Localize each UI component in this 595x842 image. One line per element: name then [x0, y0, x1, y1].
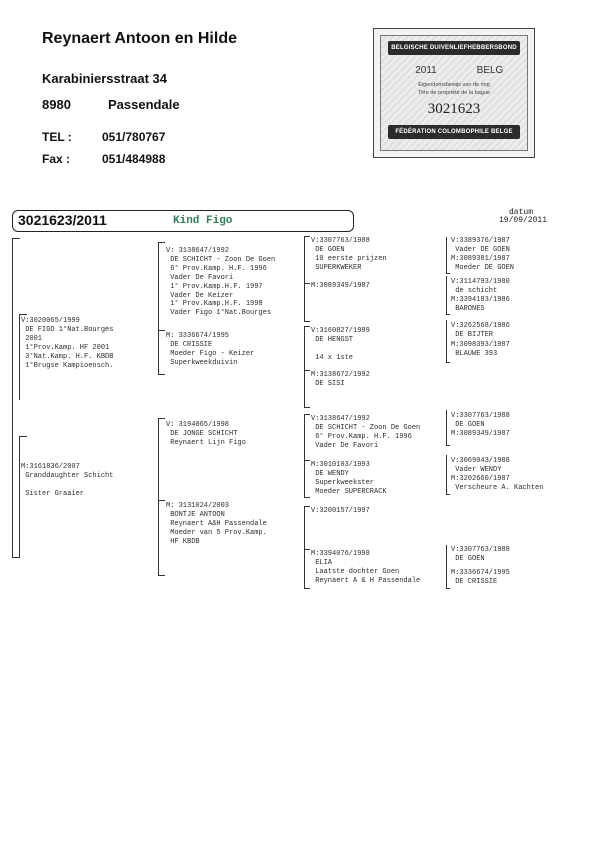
stamp-country: BELG: [476, 65, 504, 76]
fax-label: Fax :: [42, 152, 71, 166]
granddam-maternal-block: M: 3131024/2003 BONTJE ANTOON Reynaert A&H Passendale Moeder van 5 Prov.Kamp. HF KBDB: [166, 502, 267, 546]
owner-name: Reynaert Antoon en Hilde: [42, 30, 237, 47]
gen4-ancestor-1: V:3389376/1987 Vader DE GOEN: [451, 237, 510, 254]
grandsire-paternal-block: V: 3138647/1992 DE SCHICHT - Zoon De Goen 6° Prov.Kamp. H.F. 1996 Vader De Favori 1° Prov.Kamp.H.F. 1997 Vader De Keizer 1° Prov.Kamp.H.F. 1998 Vader Figo 1°Nat.Bourges: [166, 247, 276, 318]
owner-city: Passendale: [108, 97, 180, 112]
gen4-ancestor-16: M:3336674/1995 DE CRISSIE: [451, 569, 510, 586]
ring-number-title: 3021623/2011: [18, 212, 107, 228]
gen4-ancestor-11: V:3069043/1988 Vader WENDY: [451, 457, 510, 474]
tel-label: TEL :: [42, 130, 72, 144]
tel-value: 051/780767: [102, 130, 166, 144]
pigeon-name: Kind Figo: [173, 215, 233, 227]
gen4-ancestor-9: V:3307763/1988 DE GOEN: [451, 412, 510, 429]
gen4-ancestor-3: V:3114793/1980 de schicht: [451, 278, 510, 295]
gen3-ancestor-1: V:3307763/1988 DE GOEN 10 eerste prijzen SUPERKWEKER: [311, 237, 387, 272]
grandsire-maternal-block: V: 3194065/1998 DE JONGE SCHICHT Reynaert Lijn Figo: [166, 421, 246, 447]
gen3-ancestor-2: M:3089349/1987: [311, 282, 370, 290]
gen3-ancestor-8: M:3394076/1998 ELIA Laatste dochter Goen Reynaert A & H Passendale: [311, 550, 421, 585]
datum-value: 19/09/2011: [499, 216, 548, 225]
gen4-ancestor-4: M:3394183/1986 BARONES: [451, 296, 510, 313]
gen4-ancestor-5: V:3262568/1986 DE BIJTER: [451, 322, 510, 339]
stamp-number: 3021623: [427, 101, 481, 117]
ring-ownership-stamp: [373, 28, 535, 158]
gen4-ancestor-2: M:3089381/1987 Moeder DE GOEN: [451, 255, 515, 272]
gen3-ancestor-4: M:3138672/1992 DE SISI: [311, 371, 370, 388]
stamp-bottom-band: FÉDÉRATION COLOMBOPHILE BELGE: [388, 125, 520, 139]
gen4-ancestor-12: M:3202660/1987 Verscheure A. Kachten: [451, 475, 544, 492]
gen4-ancestor-10: M:3089349/1987: [451, 430, 510, 438]
stamp-line1: Eigendomsbewijs van de ring: [418, 82, 490, 88]
gen3-ancestor-7: V:3200157/1997: [311, 507, 370, 515]
stamp-year: 2011: [415, 65, 437, 76]
gen3-ancestor-6: M:3010103/1993 DE WENDY Superkweekster Moeder SUPERCRACK: [311, 461, 387, 496]
stamp-top-band: BELGISCHE DUIVENLIEFHEBBERSBOND: [388, 41, 520, 55]
owner-street: Karabiniersstraat 34: [42, 71, 168, 86]
datum-label: datum: [509, 208, 534, 217]
gen3-ancestor-5: V:3138647/1992 DE SCHICHT - Zoon De Goen 6° Prov.Kamp. H.F. 1996 Vader De Favori: [311, 415, 421, 450]
owner-postcode: 8980: [42, 97, 71, 112]
gen4-ancestor-15: V:3307763/1988 DE GOEN: [451, 546, 510, 563]
dam-block: M:3161836/2007 Granddaughter Schicht Sister Graaier: [21, 463, 114, 498]
gen3-ancestor-3: V:3160827/1989 DE HENGST 14 x 1ste: [311, 327, 370, 362]
fax-value: 051/484988: [102, 152, 166, 166]
stamp-line2: Titre de propriété de la bague: [418, 90, 490, 96]
sire-block: V:3020065/1999 DE FIGO 1°Nat.Bourges 2001 1°Prov.Kamp. HF 2001 3°Nat.Kamp. H.F. KBDB 1°Brugse Kampioensch.: [21, 317, 114, 370]
granddam-paternal-block: M: 3336674/1995 DE CRISSIE Moeder Figo - Keizer Superkweekduivin: [166, 332, 255, 367]
gen4-ancestor-6: M:3098393/1987 BLAUWE 393: [451, 341, 510, 358]
